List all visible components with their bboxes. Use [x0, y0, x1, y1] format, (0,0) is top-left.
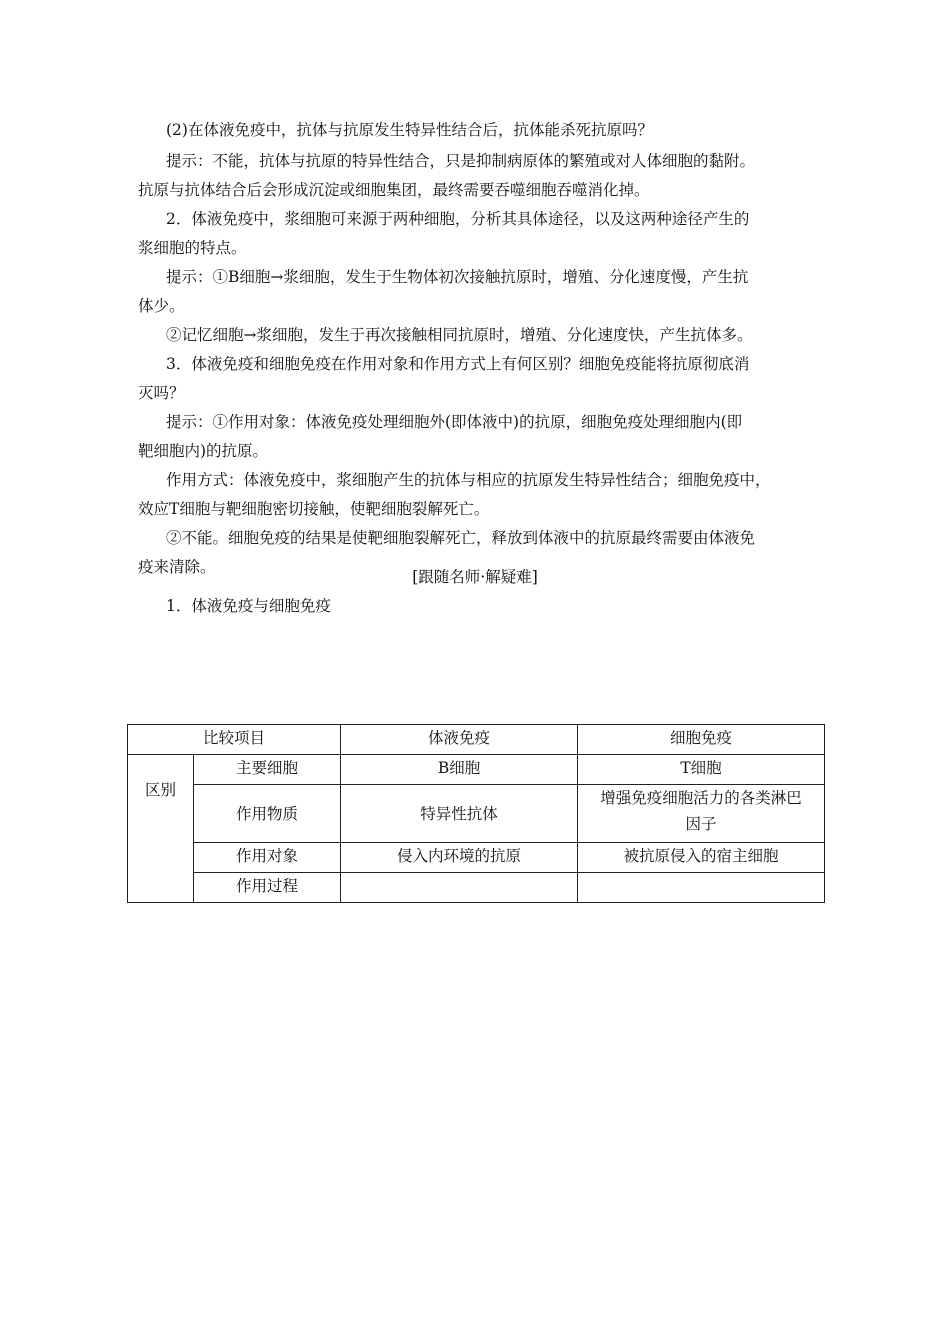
- subheading: 1．体液免疫与细胞免疫: [166, 597, 331, 615]
- comparison-table: [127, 724, 825, 903]
- row-cellular: 增强免疫细胞活力的各类淋巴因子: [578, 785, 825, 843]
- header-humoral: 体液免疫: [341, 725, 578, 755]
- question-3-line1: 2．体液免疫中，浆细胞可来源于两种细胞，分析其具体途径，以及这两种途径产生的: [166, 210, 750, 228]
- hint-1-line1: 提示：不能，抗体与抗原的特异性结合，只是抑制病原体的繁殖或对人体细胞的黏附。: [166, 152, 756, 170]
- question-4-line2: 灭吗？: [138, 384, 185, 402]
- question-3-line2: 浆细胞的特点。: [138, 239, 247, 257]
- row-humoral: B细胞: [341, 755, 578, 785]
- hint-3-line2: 靶细胞内)的抗原。: [138, 442, 269, 460]
- row-humoral: 侵入内环境的抗原: [341, 843, 578, 873]
- row-humoral: [341, 873, 578, 903]
- row-cellular: T细胞: [578, 755, 825, 785]
- hint-3-mode-line1: 作用方式：体液免疫中，浆细胞产生的抗体与相应的抗原发生特异性结合；细胞免疫中，: [166, 471, 771, 489]
- hint-3-line1: 提示：①作用对象：体液免疫处理细胞外(即体液中)的抗原，细胞免疫处理细胞内(即: [166, 413, 743, 431]
- table-row: [128, 755, 825, 785]
- row-label: 作用过程: [194, 873, 341, 903]
- question-4-line1: 3．体液免疫和细胞免疫在作用对象和作用方式上有何区别？细胞免疫能将抗原彻底消: [166, 355, 750, 373]
- row-label: 主要细胞: [194, 755, 341, 785]
- section-heading: [跟随名师·解疑难]: [412, 568, 538, 586]
- header-item: 比较项目: [128, 725, 341, 755]
- row-cellular: 被抗原侵入的宿主细胞: [578, 843, 825, 873]
- row-humoral: 特异性抗体: [341, 785, 578, 843]
- hint-2-line1: 提示：①B细胞→浆细胞，发生于生物体初次接触抗原时，增殖、分化速度慢，产生抗: [166, 268, 749, 286]
- hint-3-mode-line2: 效应T细胞与靶细胞密切接触，使靶细胞裂解死亡。: [138, 500, 490, 518]
- group-label: 区别: [128, 755, 194, 903]
- header-cellular: 细胞免疫: [578, 725, 825, 755]
- hint-2-line2: 体少。: [138, 297, 185, 315]
- hint-1-line2: 抗原与抗体结合后会形成沉淀或细胞集团，最终需要吞噬细胞吞噬消化掉。: [138, 181, 650, 199]
- row-cellular: [578, 873, 825, 903]
- table-row: [128, 785, 825, 843]
- row-label: 作用对象: [194, 843, 341, 873]
- hint-3-point2-line1: ②不能。细胞免疫的结果是使靶细胞裂解死亡，释放到体液中的抗原最终需要由体液免: [166, 529, 756, 547]
- table-header-row: [128, 725, 825, 755]
- hint-3-point2-line2: 疫来清除。: [138, 558, 216, 576]
- row-label: 作用物质: [194, 785, 341, 843]
- table-row: [128, 873, 825, 903]
- hint-2-point2: ②记忆细胞→浆细胞，发生于再次接触相同抗原时，增殖、分化速度快，产生抗体多。: [166, 326, 753, 344]
- question-2-text: (2)在体液免疫中，抗体与抗原发生特异性结合后，抗体能杀死抗原吗？: [166, 121, 653, 139]
- table-row: [128, 843, 825, 873]
